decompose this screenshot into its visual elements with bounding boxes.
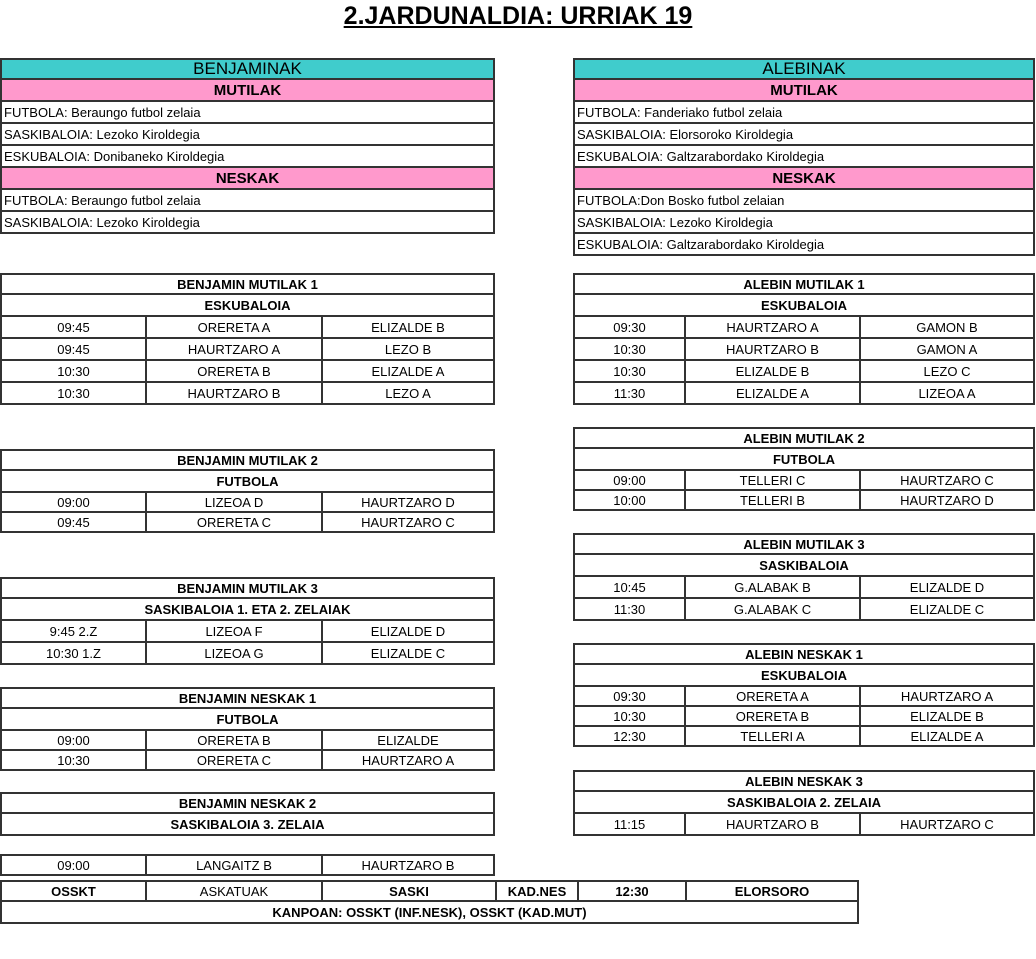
osskt-team: OSSKT <box>51 883 96 899</box>
benjaminak-header: BENJAMINAK <box>193 60 302 78</box>
match-row <box>0 383 495 405</box>
group-table-bm3 <box>0 577 495 665</box>
match-away-team: ELIZALDE B <box>321 317 493 337</box>
match-time: 09:30 <box>613 319 646 335</box>
venue-row: FUTBOLA: Beraungo futbol zelaia <box>4 192 201 208</box>
match-row <box>0 854 495 876</box>
match-away-team: ELIZALDE B <box>859 707 1033 725</box>
match-home-team: LIZEOA F <box>145 621 321 641</box>
match-time: 9:45 2.Z <box>49 623 98 639</box>
match-away-team: LEZO C <box>859 361 1033 381</box>
match-home-team: LIZEOA D <box>145 493 321 511</box>
match-away-team: ELIZALDE D <box>321 621 493 641</box>
osskt-level: KAD.NES <box>495 882 577 900</box>
group-table-am1 <box>573 273 1035 405</box>
match-home-team: ORERETA B <box>145 731 321 749</box>
match-row <box>573 383 1035 405</box>
match-time: 11:15 <box>613 816 646 832</box>
match-away-team: GAMON B <box>859 317 1033 337</box>
match-time: 10:30 <box>613 341 646 357</box>
group-sport: FUTBOLA <box>216 473 279 489</box>
venue-row: SASKIBALOIA: Lezoko Kiroldegia <box>4 126 200 142</box>
match-row <box>573 577 1035 599</box>
group-table-am2 <box>573 427 1035 511</box>
match-time: 10:30 <box>57 752 90 768</box>
match-row <box>0 513 495 533</box>
match-time: 11:30 <box>613 601 646 617</box>
match-home-team: ORERETA B <box>145 361 321 381</box>
match-away-team: LIZEOA A <box>859 383 1033 403</box>
match-away-team: ELIZALDE A <box>859 727 1033 745</box>
match-home-team: G.ALABAK B <box>684 577 859 597</box>
match-row <box>573 471 1035 491</box>
osskt-time: 12:30 <box>577 882 685 900</box>
match-row <box>573 361 1035 383</box>
match-time: 09:00 <box>57 857 90 873</box>
group-table-an3 <box>573 770 1035 836</box>
alebinak-venues <box>573 58 1035 256</box>
group-sport: FUTBOLA <box>772 451 836 467</box>
match-row <box>0 317 495 339</box>
match-time: 09:00 <box>57 494 90 510</box>
match-time: 09:45 <box>57 514 90 530</box>
group-table-bn1 <box>0 687 495 771</box>
group-table-bm2 <box>0 449 495 533</box>
osskt-category: ASKATUAK <box>145 882 321 900</box>
match-away-team: LEZO A <box>321 383 493 403</box>
match-row <box>0 339 495 361</box>
group-name: BENJAMIN NESKAK 1 <box>178 690 317 706</box>
alebinak-neskak-label: NESKAK <box>772 169 836 187</box>
match-home-team: ELIZALDE A <box>684 383 859 403</box>
osskt-note: KANPOAN: OSSKT (INF.NESK), OSSKT (KAD.MUT) <box>272 904 587 920</box>
match-away-team: HAURTZARO A <box>321 751 493 769</box>
group-sport: ESKUBALOIA <box>761 297 847 313</box>
group-sport: SASKIBALOIA 2. ZELAIA <box>726 794 882 810</box>
group-sport: SASKIBALOIA 3. ZELAIA <box>170 816 325 832</box>
match-home-team: ORERETA A <box>684 687 859 705</box>
match-home-team: TELLERI B <box>684 491 859 509</box>
match-row <box>0 361 495 383</box>
group-table-an1 <box>573 643 1035 747</box>
alebinak-header: ALEBINAK <box>762 60 846 78</box>
match-away-team: ELIZALDE D <box>859 577 1033 597</box>
match-away-team: HAURTZARO B <box>321 856 493 874</box>
venue-row: SASKIBALOIA: Elorsoroko Kiroldegia <box>577 126 794 142</box>
match-home-team: HAURTZARO B <box>684 339 859 359</box>
match-row <box>573 339 1035 361</box>
benjaminak-mutilak-label: MUTILAK <box>213 81 282 99</box>
match-home-team: ORERETA A <box>145 317 321 337</box>
match-time: 10:30 <box>57 385 90 401</box>
match-home-team: ORERETA C <box>145 751 321 769</box>
match-row <box>573 687 1035 707</box>
match-time: 10:45 <box>613 579 646 595</box>
match-home-team: HAURTZARO B <box>145 383 321 403</box>
match-row <box>0 731 495 751</box>
match-row <box>0 643 495 665</box>
page-title: 2.JARDUNALDIA: URRIAK 19 <box>343 2 693 30</box>
match-home-team: G.ALABAK C <box>684 599 859 619</box>
venue-row: SASKIBALOIA: Lezoko Kiroldegia <box>577 214 773 230</box>
match-away-team: HAURTZARO A <box>859 687 1033 705</box>
venue-row: ESKUBALOIA: Galtzarabordako Kiroldegia <box>577 148 825 164</box>
group-name: BENJAMIN MUTILAK 2 <box>177 452 318 468</box>
group-name: ALEBIN MUTILAK 2 <box>743 430 865 446</box>
osskt-table <box>0 880 859 924</box>
osskt-venue: ELORSORO <box>685 882 857 900</box>
match-time: 10:00 <box>613 492 646 508</box>
match-away-team: HAURTZARO C <box>859 471 1033 489</box>
group-sport: ESKUBALOIA <box>761 667 847 683</box>
match-time: 09:00 <box>613 472 646 488</box>
match-away-team: HAURTZARO D <box>859 491 1033 509</box>
group-name: BENJAMIN MUTILAK 1 <box>177 276 318 292</box>
group-sport: SASKIBALOIA <box>759 557 849 573</box>
match-time: 09:30 <box>613 688 646 704</box>
match-time: 12:30 <box>613 728 646 744</box>
match-home-team: LANGAITZ B <box>145 856 321 874</box>
match-row <box>573 599 1035 621</box>
match-row <box>0 751 495 771</box>
match-home-team: TELLERI A <box>684 727 859 745</box>
match-away-team: HAURTZARO C <box>859 814 1033 834</box>
match-home-team: HAURTZARO A <box>684 317 859 337</box>
match-time: 09:45 <box>57 319 90 335</box>
venue-row: ESKUBALOIA: Donibaneko Kiroldegia <box>4 148 225 164</box>
match-row <box>573 491 1035 511</box>
match-home-team: ELIZALDE B <box>684 361 859 381</box>
match-row <box>573 317 1035 339</box>
group-name: BENJAMIN MUTILAK 3 <box>177 580 318 596</box>
match-row <box>0 621 495 643</box>
match-home-team: ORERETA C <box>145 513 321 531</box>
group-sport: SASKIBALOIA 1. ETA 2. ZELAIAK <box>144 601 351 617</box>
match-home-team: ORERETA B <box>684 707 859 725</box>
group-name: BENJAMIN NESKAK 2 <box>178 795 317 811</box>
group-table-bm1 <box>0 273 495 405</box>
group-name: ALEBIN NESKAK 1 <box>745 646 863 662</box>
match-row <box>573 707 1035 727</box>
match-away-team: GAMON A <box>859 339 1033 359</box>
match-row <box>0 493 495 513</box>
group-name: ALEBIN MUTILAK 3 <box>743 536 865 552</box>
match-away-team: ELIZALDE C <box>859 599 1033 619</box>
group-table-bn2 <box>0 792 495 876</box>
match-home-team: HAURTZARO B <box>684 814 859 834</box>
match-away-team: ELIZALDE <box>321 731 493 749</box>
match-time: 10:30 <box>613 708 646 724</box>
benjaminak-neskak-label: NESKAK <box>215 169 280 187</box>
group-table-am3 <box>573 533 1035 621</box>
match-time: 10:30 1.Z <box>46 645 101 661</box>
group-name: ALEBIN NESKAK 3 <box>745 773 863 789</box>
match-home-team: LIZEOA G <box>145 643 321 663</box>
group-sport: FUTBOLA <box>216 711 279 727</box>
match-home-team: HAURTZARO A <box>145 339 321 359</box>
venue-row: ESKUBALOIA: Galtzarabordako Kiroldegia <box>577 236 825 252</box>
match-time: 10:30 <box>57 363 90 379</box>
group-name: ALEBIN MUTILAK 1 <box>743 276 865 292</box>
match-away-team: HAURTZARO D <box>321 493 493 511</box>
group-sport: ESKUBALOIA <box>204 297 291 313</box>
osskt-sport: SASKI <box>321 882 495 900</box>
match-time: 09:00 <box>57 732 90 748</box>
match-time: 10:30 <box>613 363 646 379</box>
venue-row: SASKIBALOIA: Lezoko Kiroldegia <box>4 214 200 230</box>
match-home-team: TELLERI C <box>684 471 859 489</box>
venue-row: FUTBOLA:Don Bosko futbol zelaian <box>577 192 785 208</box>
match-away-team: LEZO B <box>321 339 493 359</box>
match-away-team: HAURTZARO C <box>321 513 493 531</box>
benjaminak-venues <box>0 58 495 234</box>
match-time: 09:45 <box>57 341 90 357</box>
venue-row: FUTBOLA: Fanderiako futbol zelaia <box>577 104 783 120</box>
alebinak-mutilak-label: MUTILAK <box>770 81 838 99</box>
match-away-team: ELIZALDE A <box>321 361 493 381</box>
venue-row: FUTBOLA: Beraungo futbol zelaia <box>4 104 201 120</box>
match-row <box>573 814 1035 836</box>
match-time: 11:30 <box>613 385 646 401</box>
match-row <box>573 727 1035 747</box>
match-away-team: ELIZALDE C <box>321 643 493 663</box>
